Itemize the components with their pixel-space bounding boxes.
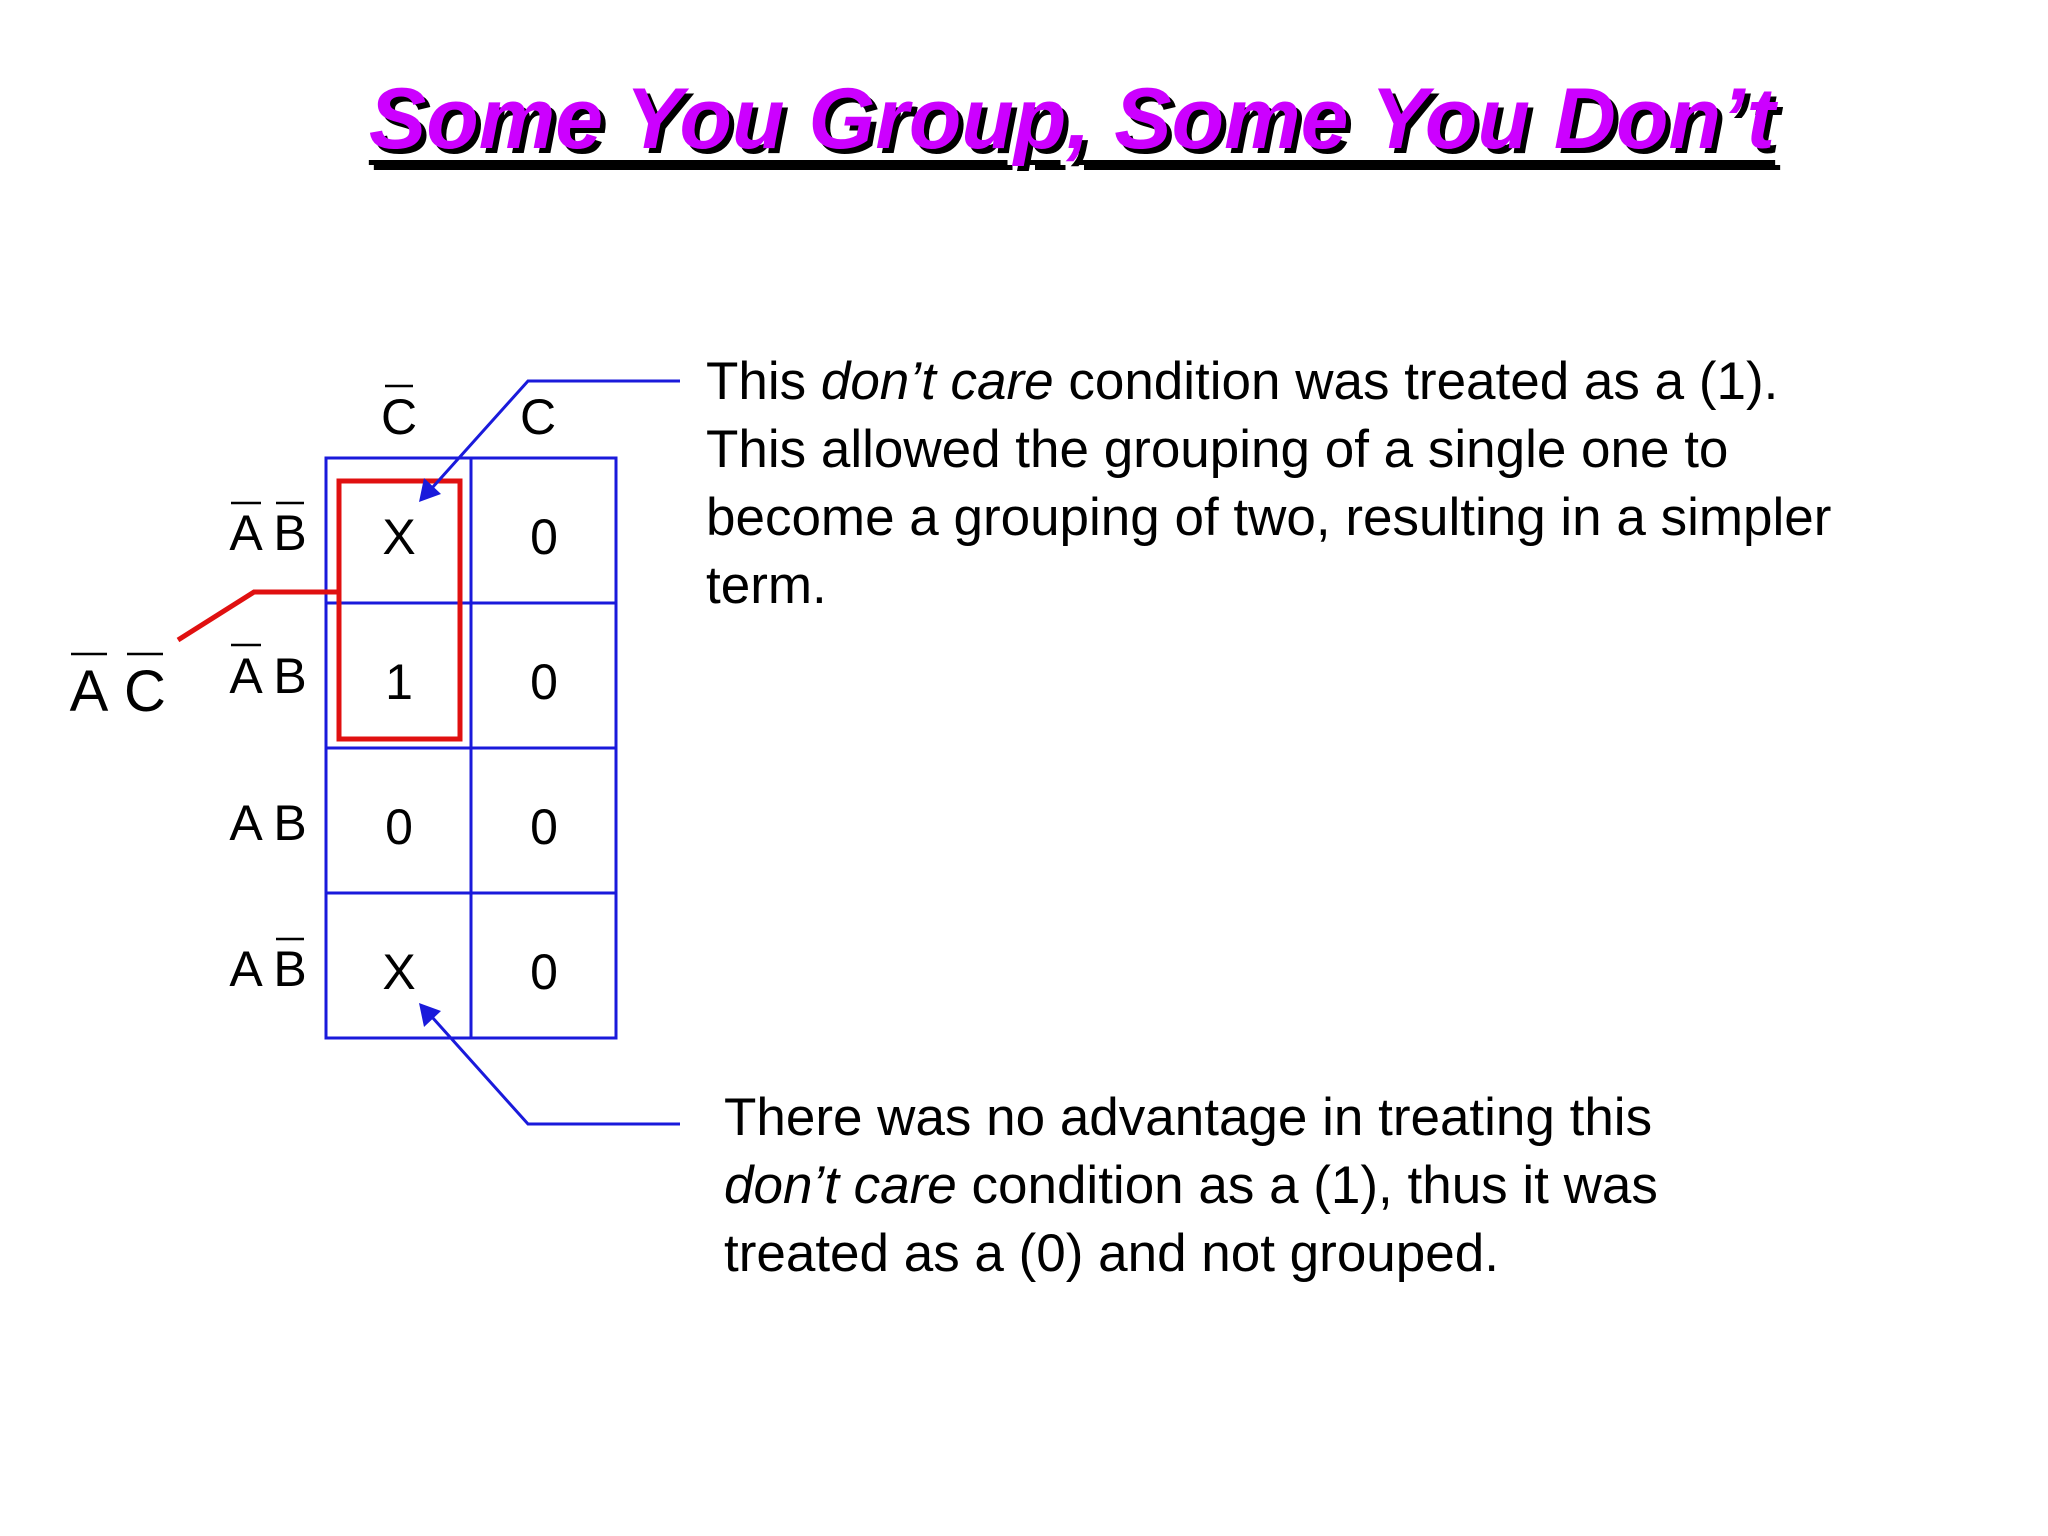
kmap-cell: 0 [530, 799, 558, 855]
note-line: This allowed the grouping of a single one to [706, 420, 1729, 479]
kmap-cell: 0 [530, 509, 558, 565]
callout-arrow-bottom [419, 1003, 680, 1124]
row-header-letter-a: A [229, 941, 263, 997]
row-header-letter-b: B [273, 941, 307, 997]
note-grouped-dont-care [706, 348, 2026, 620]
kmap-cell: 1 [385, 654, 413, 710]
row-header-a-b [229, 795, 306, 851]
note-line: become a grouping of two, resulting in a simpler [706, 488, 1832, 547]
note-line: treated as a (0) and not grouped. [724, 1224, 1499, 1283]
row-header-letter-a: A [229, 795, 263, 851]
group-term-letter-c: C [124, 659, 166, 724]
note-text: condition was treated as a (1). [1053, 352, 1779, 411]
kmap-cell: X [382, 509, 416, 565]
kmap-cell: X [382, 944, 416, 1000]
note-line: term. [706, 556, 827, 615]
column-header-c: C [519, 389, 557, 445]
slide-title: Some You Group, Some You Don’t [368, 71, 1776, 167]
note-emphasis: don’t care [820, 352, 1054, 411]
kmap-grid [326, 458, 616, 1038]
note-ungrouped-dont-care [724, 1084, 2024, 1288]
note-emphasis: don’t care [724, 1156, 957, 1215]
row-header-a-bar-b-bar [229, 503, 306, 561]
group-leader-line [178, 592, 339, 640]
note-text: This [706, 352, 821, 411]
row-header-a-b-bar [229, 939, 306, 997]
row-header-a-bar-b [229, 645, 306, 704]
callout-line [432, 1017, 680, 1124]
note-line: There was no advantage in treating this [724, 1088, 1653, 1147]
note-text: condition as a (1), thus it was [956, 1156, 1658, 1215]
group-term-letter-a: A [69, 659, 109, 724]
row-header-letter-a: A [229, 648, 263, 704]
kmap-cell: 0 [530, 944, 558, 1000]
note-line [706, 348, 2026, 416]
row-header-letter-a: A [229, 505, 263, 561]
kmap-cell: 0 [530, 654, 558, 710]
row-header-letter-b: B [273, 505, 307, 561]
note-line [724, 1152, 2024, 1220]
row-header-letter-b: B [273, 648, 307, 704]
group-term-label [70, 654, 166, 724]
row-header-letter-b: B [273, 795, 307, 851]
column-header-c-bar: C [380, 389, 418, 445]
kmap-cell: 0 [385, 799, 413, 855]
